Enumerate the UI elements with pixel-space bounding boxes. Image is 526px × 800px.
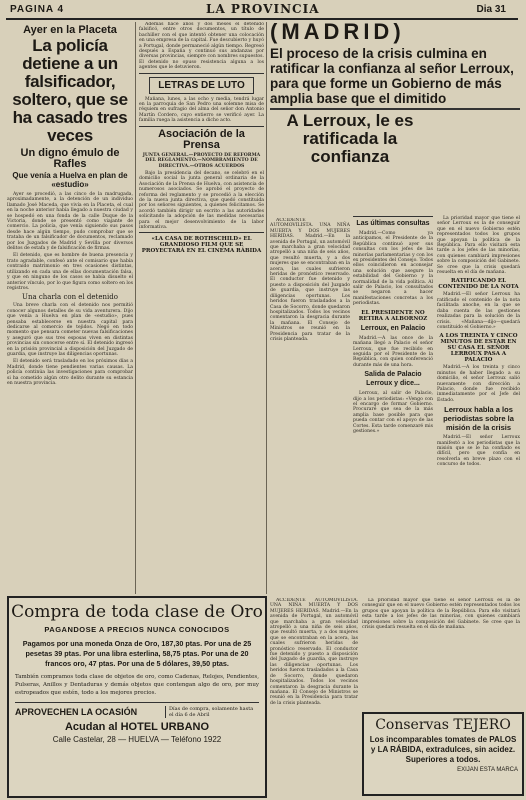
page-header [6,3,518,20]
left-subtitle-2: Una charla con el detenido [22,293,118,302]
page-number: PAGINA 4 [10,4,65,15]
tejero-ad [362,712,524,796]
madrid-col2-title2: EL PRESIDENTE NO RETIRA A ALBORNOZ [358,309,428,322]
tejero-tagline: EXIJAN ESTA MARCA [457,767,518,773]
madrid-col2-title4: Salida de Palacio Lerroux y dice... [364,371,422,388]
madrid-col3-body-cont: La prioridad mayor que tiene el señor Lerroux es la de conseguir que en el nuevo Gobierno estén representados todos los grupos que apoyan la política de la República. Para ello visitará esta tarde a los jefes de las minorías, con quienes cambiará impresiones sobre la composición del Gabinete. Se cree que la crisis quedará resuelta en el día de mañana. [362,598,520,631]
madrid-headline: El proceso de la crisis culmina en ratificar la confianza al señor Lerroux, para que forme un Gobierno de más amplia base que el dimitido [270,46,514,106]
madrid-col3-body3: Madrid.—A los treinta y cinco minutos de haber llegado a su domicilio, el señor Lerroux salió nuevamente con dirección a Palacio, donde fue recibido inmediatamente por el Jefe del Estado. [437,365,520,403]
madrid-col2-body3: Lerroux, al salir de Palacio, dijo a los periodistas: «Vengo con el encargo de formar Gobierno. Procuraré que sea de la más amplia base posible para que pueda contar con el apoyo de las Cortes. Esta tarde comenzaré mis gestiones.» [353,391,433,434]
left-body-2: El detenido, que es hombre de buena presencia y trato agradable, confesó ante el comisario que había contraído matrimonio en tres ocasiones distintas, utilizando en cada una de ellas documentación falsa, y que en ninguno de los casos se había disuelto el anterior vínculo, por lo que figura como soltero en los registros. [7,253,133,291]
left-article [7,22,133,594]
madrid-col-3 [437,158,520,594]
madrid-col3-title2: A LOS TREINTA Y CINCO MINUTOS DE ESTAR EN SU CASA EL SEÑOR LERROUX PASA A PALACIO [439,333,518,364]
asociacion-prensa-body: Bajo la presidencia del decano, se celebró en el domicilio social la junta general ordinaria de la Asociación de la Prensa de Huelva, con asistencia de numerosos asociados. Se aprobó el proyecto de reforma del reglamento y se procedió a la elección de la nueva junta directiva, que quedó constituida por los señores siguientes, a quienes felicitamos. Se acordó también dirigir un escrito a las autoridades solicitando la adopción de las medidas necesarias para el mejor desenvolvimiento de la labor informativa. [139,170,264,230]
madrid-col-1 [270,218,350,594]
madrid-col3-body: La prioridad mayor que tiene el señor Lerroux es la de conseguir que en el nuevo Gobierno estén representados todos los grupos que apoyan la política de la República. Para ello visitará esta tarde a los jefes de las minorías, con quienes cambiará impresiones sobre la composición del Gabinete. Se cree que la crisis quedará resuelta en el día de mañana. [437,216,520,276]
gold-ad-title: Compra de toda clase de Oro [11,602,263,622]
column-divider [135,22,136,594]
left-headline: La policía detiene a un falsificador, soltero, que se ha casado tres veces [12,36,128,145]
madrid-col2-title3: Lerroux, en Palacio [360,324,426,332]
mid-body-1: Además hace años y dos meses el detenido falsificó, entre otros documentos, un título de bachiller con el que intentó obtener una colocación en una empresa de la capital. Fue descubierto y huyó a Portugal, donde permaneció algún tiempo. Regresó después a España y continuó sus andanzas por diversas provincias, siempre con nombres supuestos. El detenido no opuso resistencia alguna a los agentes que le detuvieron. [139,22,264,71]
madrid-continuation-2 [362,598,520,708]
madrid-col1-body: ACCIDENTE AUTOMOVILISTA. UNA NIÑA MUERTA Y DOS MUJERES HERIDAS. Madrid.—En la avenida de Portugal, un automóvil que marchaba a gran velocidad atropelló a una niña de seis años, que resultó muerta, y a dos mujeres que se encontraban en la acera, las cuales sufrieron heridas de pronóstico reservado. El conductor fue detenido y puesto a disposición del Juzgado de guardia, que instruye las diligencias oportunas. Los heridos fueron trasladados a la Casa de Socorro, donde quedaron hospitalizados. Todos los vecinos comentaron la desgracia durante la mañana. El Consejo de Ministros se reunió en la Presidencia para tratar de la crisis planteada. [270,218,350,342]
left-body-3: Una breve charla con el detenido nos permitió conocer algunos detalles de su vida aventurera. Dijo que venía a Huelva en plan de «estudio», pues pensaba establecerse en nuestra capital para dedicarse al comercio de tejidos. Negó en todo momento que pensara cometer nuevas falsificaciones y aseguró que sus tres esposas viven en distintas provincias sin conocerse entre sí. El detenido ingresó en la prisión provincial a disposición del Juzgado de guardia, que instruye las diligencias oportunas. [7,303,133,357]
rule [270,108,520,110]
madrid-col2-body2: Madrid.—A las once de la mañana llegó a Palacio el señor Lerroux, que fue recibido en seguida por el Presidente de la República, con quien conferenció durante más de una hora. [353,335,433,368]
gold-ad-address: Calle Castelar, 28 — HUELVA — Teléfono 1922 [52,735,222,744]
left-body-1: Ayer se procedió, a las cinco de la madrugada, aproximadamente, a la detención de un individuo llamado José Maceda, que vivía en la Placeta, el cual en la noche anterior había llegado a nuestra ciudad y se hospedó en una fonda de la calle Duque de la Victoria, donde se presentó como viajante de comercio. La policía, que venía siguiendo sus pasos desde hace algún tiempo, pudo comprobar que se trataba de un falsificador de documentos, reclamado por los Juzgados de Madrid y Sevilla por diversos delitos de estafa y de falsificación de firmas. [7,192,133,252]
madrid-subheadline: A Lerroux, le es ratificada la confianza [286,111,414,166]
middle-column [139,22,264,594]
rule [353,216,433,217]
column-divider [266,22,267,594]
madrid-col3-body4: Madrid.—El señor Lerroux manifestó a los periodistas que la misión que se le ha confiado es difícil, pero que confía en resolverla en breve plazo con el concurso de todos. [437,435,520,468]
left-body-4: El detenido será trasladado en los próximos días a Madrid, donde tiene pendientes varias causas. La policía continúa las investigaciones para comprobar si ha cometido algún otro delito durante su estancia en nuestra provincia. [7,359,133,386]
rule [139,232,264,233]
madrid-tag: (MADRID) [270,20,405,44]
asociacion-prensa-lead: JUNTA GENERAL.—PROYECTO DE REFORMA DEL REGLAMENTO.—NOMBRAMIENTO DE DIRECTIVA.—OTROS ACUERDOS [142,152,261,169]
gold-purchase-ad [7,596,267,798]
madrid-continuation-1 [270,598,358,794]
madrid-col3-body2: Madrid.—El señor Lerroux ha ratificado el contenido de la nota facilitada anoche, en la que se daba cuenta de las gestiones realizadas para la solución de la crisis. «Mañana—dijo—quedará constituido el Gobierno.» [437,292,520,330]
letras-de-luto-body: Mañana, lunes, a las ocho y media, tendrá lugar en la parroquia de San Pedro una solemne misa de réquiem en sufragio del alma del señor don Antonio Martín Cordero, cuyo entierro se verificó ayer. La familia ruega la asistencia a dicho acto. [139,96,264,124]
page-date: Dia 31 [476,4,506,15]
rule [139,126,264,127]
letras-de-luto-title: LETRAS DE LUTO [149,77,254,94]
masthead: LA PROVINCIA [206,2,320,16]
gold-ad-place: Acudan al HOTEL URBANO [64,721,210,733]
kicker: Ayer en la Placeta [23,24,117,36]
madrid-col2-title: Las últimas consultas [356,220,430,227]
rule [139,73,264,74]
asociacion-prensa-title: Asociación de la Prensa [158,127,245,151]
gold-ad-subtitle: PAGANDOSE A PRECIOS NUNCA CONOCIDOS [44,625,230,634]
tejero-description: Los incomparables tomates de PALOS y LA RÁBIDA, extradulces, sin acidez. Superiores a todos. [369,735,517,764]
left-deck: Que venía a Huelva en plan de «estudio» [12,171,128,189]
madrid-col2-body: Madrid.—Como ya anticipamos, el Presidente de la República continuó ayer sus consultas con los jefes de las minorías parlamentarias y con los ex presidentes del Consejo. Todos ellos coincidieron en aconsejar una solución que asegure la estabilidad del Gobierno y la normalidad de la vida política. Al salir de Palacio, los consultados se negaron a hacer manifestaciones concretas a los periodistas. [353,231,433,307]
madrid-col3-title: RATIFICANDO EL CONTENIDO DE LA NOTA [438,278,519,291]
left-subhead: Un digno émulo de Rafles [20,147,120,170]
cinema-notice: «LA CASA DE ROTHSCHILD» EL GRANDIOSO FILM QUE SE PROYECTARÁ EN EL CINEMA RÁBIDA [141,236,262,255]
gold-ad-cta: APROVECHEN LA OCASIÓN [15,707,138,717]
madrid-col1-body-cont: ACCIDENTE AUTOMOVILISTA. UNA NIÑA MUERTA Y DOS MUJERES HERIDAS. Madrid.—En la avenida de Portugal, un automóvil que marchaba a gran velocidad atropelló a una niña de seis años, que resultó muerta, y a dos mujeres que se encontraban en la acera, las cuales sufrieron heridas de pronóstico reservado. El conductor fue detenido y puesto a disposición del Juzgado de guardia, que instruye las diligencias oportunas. Los heridos fueron trasladados a la Casa de Socorro, donde quedaron hospitalizados. Todos los vecinos comentaron la desgracia durante la mañana. El Consejo de Ministros se reunió en la Presidencia para tratar de la crisis planteada. [270,598,358,706]
gold-ad-prices: Pagamos por una moneda Onza de Oro, 187,30 ptas. Por una de 25 pesetas 39 ptas. Por una libra esterlina, 58,75 ptas. Por una de 20 francos oro, 47 ptas. Por una de 5 dólares, 39,50 ptas. [22,639,252,668]
tejero-title: Conservas TEJERO [375,717,511,733]
gold-ad-dates: Días de compra, solamente hasta el día 6 de Abril [165,706,259,718]
gold-ad-objects: También compramos toda clase de objetos de oro, como Cadenas, Relojes, Pendientes, Pulseras, Anillos y Dentaduras y demás objetos que contengan algo de oro, por muy estropeados que estén, todo a los mejores precios. [15,674,259,696]
madrid-col3-title3: Lerroux habla a los periodistas sobre la misión de la crisis [443,405,514,433]
madrid-col-2 [353,158,433,594]
